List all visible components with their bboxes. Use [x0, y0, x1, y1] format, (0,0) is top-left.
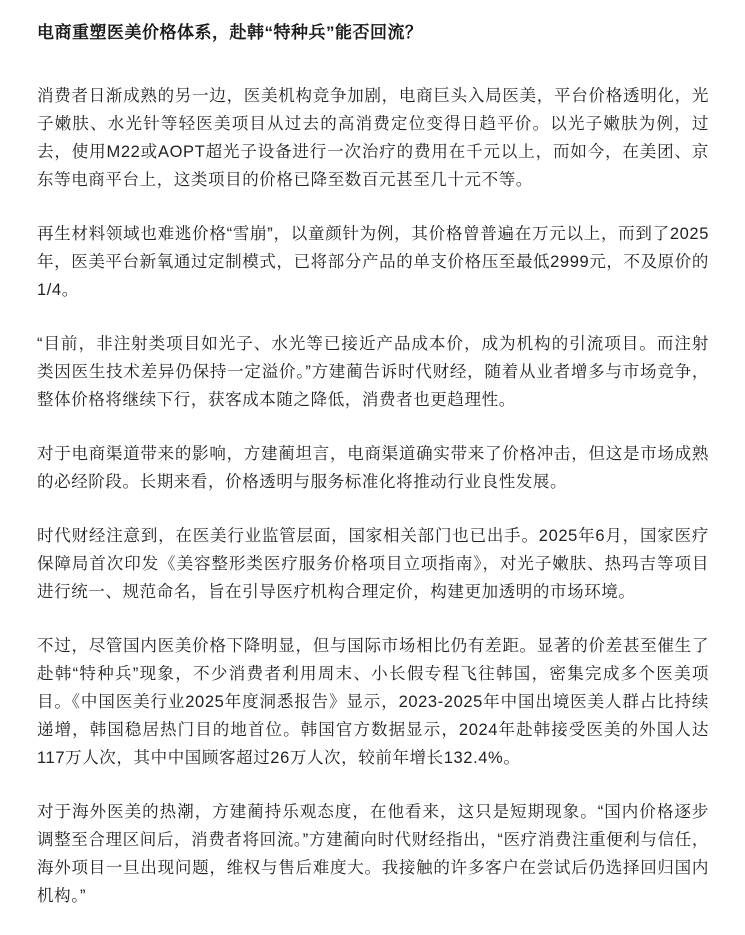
article-paragraph-7: 对于海外医美的热潮，方建蔺持乐观态度，在他看来，这只是短期现象。“国内价格逐步调整至合理区间后，消费者将回流。”方建蔺向时代财经指出，“医疗消费注重便利与信任，海外项目一旦出现问题，维权与售后难度大。我接触的许多客户在尝试后仍选择回归国内机构。”: [37, 803, 709, 905]
article-title: 电商重塑医美价格体系，赴韩“特种兵”能否回流？: [37, 23, 423, 42]
article-paragraph-6: 不过，尽管国内医美价格下降明显，但与国际市场相比仍有差距。显著的价差甚至催生了赴韩“特种兵”现象，不少消费者利用周末、小长假专程飞往韩国，密集完成多个医美项目。《中国医美行业2025年度洞悉报告》显示，2023-2025年中国出境医美人群占比持续递增，韩国稳居热门目的地首位。韩国官方数据显示，2024年赴韩接受医美的外国人达117万人次，其中中国顾客超过26万人次，较前年增长132.4%。: [37, 637, 709, 767]
article-paragraph-2: 再生材料领域也难逃价格“雪崩”，以童颜针为例，其价格曾普遍在万元以上，而到了2025年，医美平台新氧通过定制模式，已将部分产品的单支价格压至最低2999元，不及原价的1/4。: [37, 225, 709, 299]
article-paragraph-1: 消费者日渐成熟的另一边，医美机构竞争加剧，电商巨头入局医美，平台价格透明化，光子嫩肤、水光针等轻医美项目从过去的高消费定位变得日趋平价。以光子嫩肤为例，过去，使用M22或AOPT超光子设备进行一次治疗的费用在千元以上，而如今，在美团、京东等电商平台上，这类项目的价格已降至数百元甚至几十元不等。: [37, 87, 709, 189]
article-paragraph-5: 时代财经注意到，在医美行业监管层面，国家相关部门也已出手。2025年6月，国家医疗保障局首次印发《美容整形类医疗服务价格项目立项指南》，对光子嫩肤、热玛吉等项目进行统一、规范命名，旨在引导医疗机构合理定价，构建更加透明的市场环境。: [37, 527, 709, 601]
article-paragraph-4: 对于电商渠道带来的影响，方建蔺坦言，电商渠道确实带来了价格冲击，但这是市场成熟的必经阶段。长期来看，价格透明与服务标准化将推动行业良性发展。: [37, 445, 709, 491]
article-paragraph-3: “目前，非注射类项目如光子、水光等已接近产品成本价，成为机构的引流项目。而注射类因医生技术差异仍保持一定溢价。”方建蔺告诉时代财经，随着从业者增多与市场竞争，整体价格将继续下行，获客成本随之降低，消费者也更趋理性。: [37, 335, 709, 409]
